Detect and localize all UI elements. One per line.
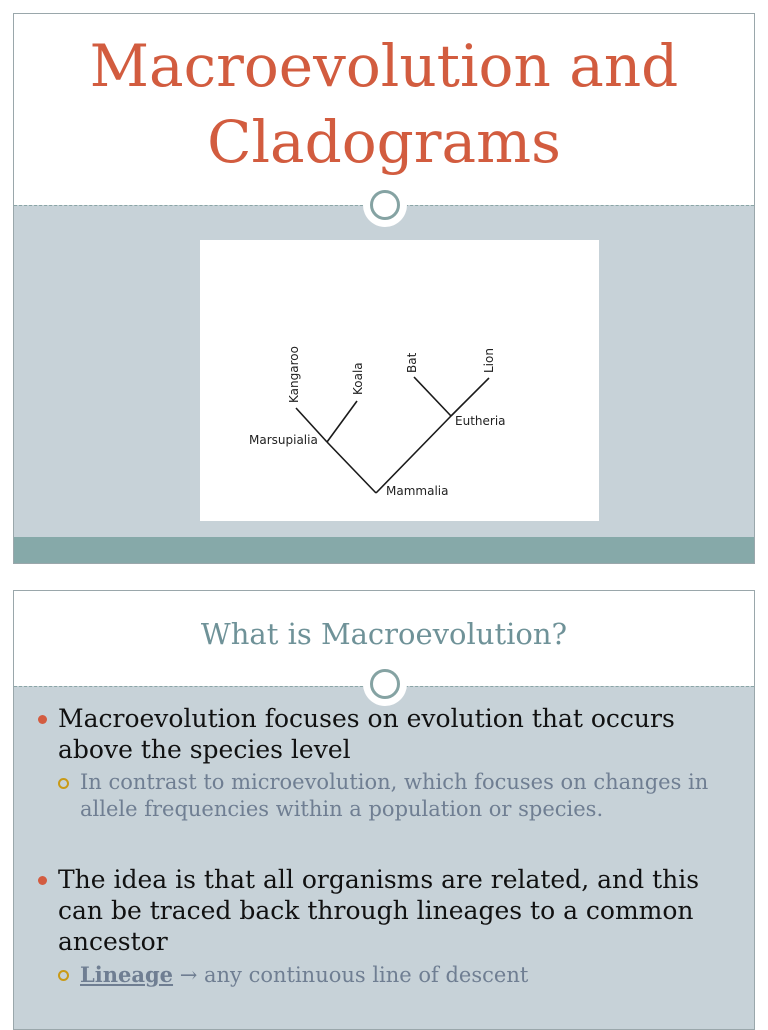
slide-title: Macroevolution and Cladograms bbox=[89, 32, 679, 176]
divider-circle-icon bbox=[367, 666, 403, 702]
clade-label-mammalia: Mammalia bbox=[386, 484, 449, 498]
taxon-label-koala: Koala bbox=[351, 362, 365, 395]
cladogram-image bbox=[200, 240, 599, 521]
arrow-icon: → bbox=[179, 963, 198, 987]
taxon-label-lion: Lion bbox=[482, 348, 496, 373]
branch-marsupialia-koala bbox=[327, 401, 357, 442]
sub-bullet-item: In contrast to microevolution, which focuses on changes in allele frequencies within a population or species. bbox=[34, 769, 734, 823]
title-area bbox=[14, 14, 754, 205]
slide-macroevolution-cladograms bbox=[13, 13, 755, 564]
clade-label-marsupialia: Marsupialia bbox=[249, 433, 318, 447]
branch-eutheria-bat bbox=[414, 377, 451, 416]
bullet-list bbox=[34, 703, 734, 989]
taxon-label-bat: Bat bbox=[405, 352, 419, 373]
bullet-item: The idea is that all organisms are related, and this can be traced back through lineages to a common ancestor bbox=[34, 864, 734, 957]
sub-bullet-item bbox=[34, 961, 734, 989]
branch-mammalia-eutheria bbox=[376, 416, 451, 493]
branch-mammalia-marsupialia bbox=[327, 442, 376, 493]
taxon-label-kangaroo: Kangaroo bbox=[287, 346, 301, 403]
cladogram-diagram bbox=[200, 240, 599, 521]
divider-circle-icon bbox=[367, 187, 403, 223]
clade-label-eutheria: Eutheria bbox=[455, 414, 506, 428]
bullet-item: Macroevolution focuses on evolution that occurs above the species level bbox=[34, 703, 734, 765]
slide-footer-bar bbox=[14, 537, 754, 563]
branch-eutheria-lion bbox=[451, 378, 489, 416]
slide-what-is-macroevolution bbox=[13, 590, 755, 1030]
term-lineage: Lineage bbox=[80, 962, 174, 987]
slide-title: What is Macroevolution? bbox=[200, 617, 568, 651]
lineage-definition: any continuous line of descent bbox=[197, 963, 529, 987]
